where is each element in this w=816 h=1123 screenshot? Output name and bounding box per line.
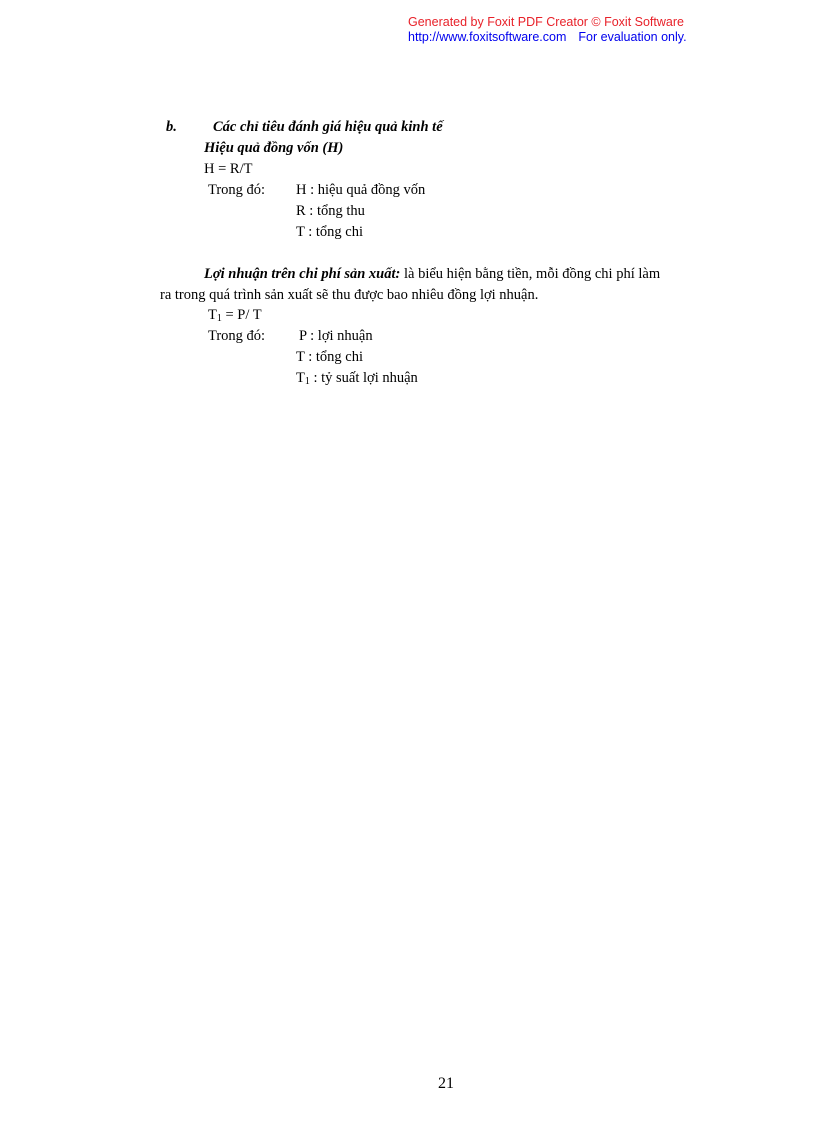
profit-text-2: ra trong quá trình sản xuất sẽ thu được bao nhiêu đồng lợi nhuận. [160,287,539,303]
formula-subscript: 1 [216,313,222,324]
watermark-note: For evaluation only. [578,30,687,44]
formula-symbol: T [208,307,217,323]
def-t1-text: : tỷ suất lợi nhuận [309,370,418,386]
page-number: 21 [438,1075,454,1092]
efficiency-where-label: Trong đó: [208,182,266,198]
watermark-link[interactable]: http://www.foxitsoftware.com [408,30,567,44]
profit-def-t1 [296,369,418,387]
section-title: Các chỉ tiêu đánh giá hiệu quả kinh tế [213,119,443,135]
watermark [408,15,708,45]
def-t1-symbol: T [296,370,305,386]
efficiency-def-r: R : tổng thu [296,203,365,219]
efficiency-def-h: H : hiệu quả đồng vốn [296,182,426,198]
efficiency-heading: Hiệu quả đồng vốn (H) [204,140,344,156]
profit-def-p: P : lợi nhuận [299,328,373,344]
formula-rest: = P/ T [221,307,262,323]
profit-formula [208,306,262,324]
profit-def-t: T : tổng chi [296,349,363,365]
profit-paragraph-line-1 [204,265,660,283]
profit-term: Lợi nhuận trên chi phí sản xuất: [204,266,401,282]
profit-text-1: là biểu hiện bằng tiền, mỗi đồng chi phí làm [400,266,661,282]
watermark-line-2 [408,30,708,45]
section-marker: b. [166,119,177,135]
profit-where-label: Trong đó: [208,328,266,344]
def-t1-subscript: 1 [304,376,310,387]
watermark-line: Generated by Foxit PDF Creator © Foxit Software [408,15,684,29]
efficiency-def-t: T : tổng chi [296,224,363,240]
efficiency-formula: H = R/T [204,161,253,177]
